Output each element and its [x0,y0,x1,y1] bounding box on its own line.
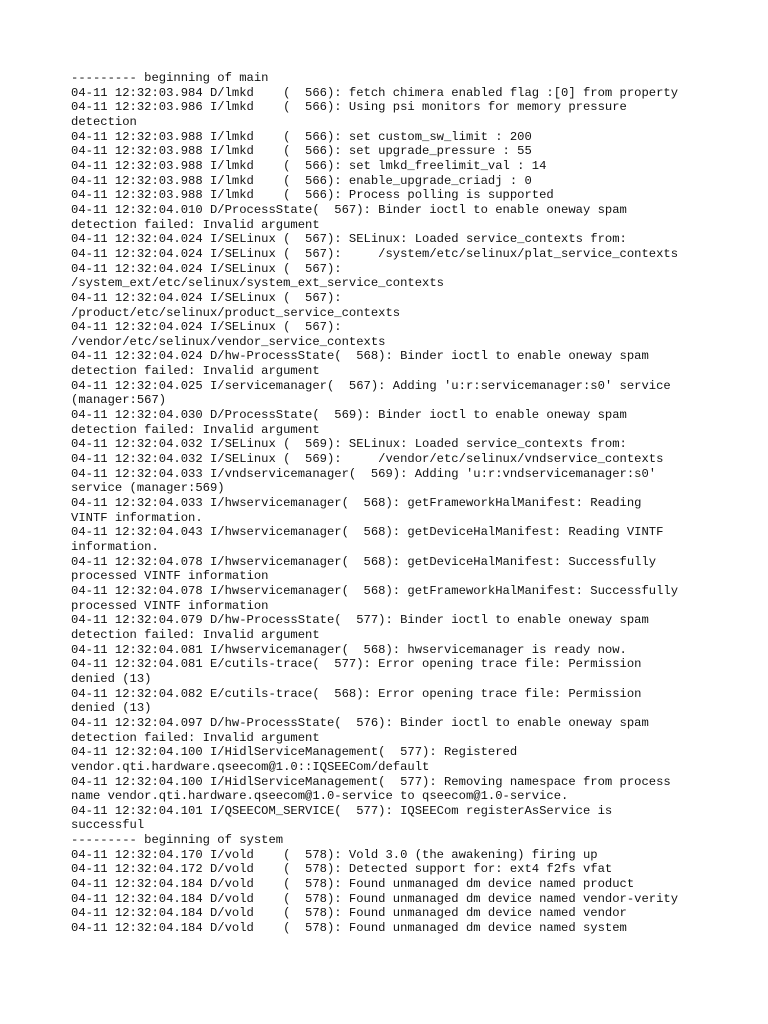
log-body [71,71,731,936]
log-line: 04-11 12:32:04.082 E/cutils-trace( 568): Error opening trace file: Permission [71,686,642,701]
log-line: 04-11 12:32:03.988 I/lmkd ( 566): Process polling is supported [71,188,554,203]
log-line: processed VINTF information [71,569,269,584]
log-line: 04-11 12:32:04.024 I/SELinux ( 567): SELinux: Loaded service_contexts from: [71,232,627,247]
log-line: 04-11 12:32:03.988 I/lmkd ( 566): set custom_sw_limit : 200 [71,129,532,144]
log-line: detection failed: Invalid argument [71,217,320,232]
log-line: denied (13) [71,671,152,686]
log-line: processed VINTF information [71,598,269,613]
log-line: /product/etc/selinux/product_service_contexts [71,305,401,320]
log-line: 04-11 12:32:04.032 I/SELinux ( 569): /vendor/etc/selinux/vndservice_contexts [71,452,664,467]
log-line: 04-11 12:32:04.024 I/SELinux ( 567): /system/etc/selinux/plat_service_contexts [71,246,679,261]
log-line: --------- beginning of main [71,71,269,85]
log-line: 04-11 12:32:04.032 I/SELinux ( 569): SELinux: Loaded service_contexts from: [71,437,627,452]
log-line: 04-11 12:32:04.078 I/hwservicemanager( 568): getDeviceHalManifest: Successfully [71,554,657,569]
log-line: 04-11 12:32:04.078 I/hwservicemanager( 568): getFrameworkHalManifest: Successfully [71,583,679,598]
log-line: name vendor.qti.hardware.qseecom@1.0-service to qseecom@1.0-service. [71,789,569,804]
log-line: 04-11 12:32:04.100 I/HidlServiceManagement( 577): Registered [71,745,518,760]
log-line: 04-11 12:32:04.100 I/HidlServiceManagement( 577): Removing namespace from process [71,774,671,789]
log-line: 04-11 12:32:04.024 I/SELinux ( 567): [71,261,342,276]
log-document [71,71,731,936]
log-line: 04-11 12:32:04.184 D/vold ( 578): Found unmanaged dm device named vendor-verity [71,891,679,906]
log-line: 04-11 12:32:04.184 D/vold ( 578): Found unmanaged dm device named vendor [71,906,627,921]
log-line: 04-11 12:32:04.184 D/vold ( 578): Found unmanaged dm device named system [71,921,627,936]
log-line: detection [71,114,137,129]
log-line: successful [71,818,145,833]
log-line: 04-11 12:32:04.172 D/vold ( 578): Detected support for: ext4 f2fs vfat [71,862,613,877]
log-line: /system_ext/etc/selinux/system_ext_service_contexts [71,276,444,291]
log-line: 04-11 12:32:04.033 I/hwservicemanager( 568): getFrameworkHalManifest: Reading [71,496,642,511]
log-line: /vendor/etc/selinux/vendor_service_contexts [71,334,386,349]
log-line: 04-11 12:32:04.097 D/hw-ProcessState( 576): Binder ioctl to enable oneway spam [71,715,649,730]
log-line: 04-11 12:32:04.010 D/ProcessState( 567): Binder ioctl to enable oneway spam [71,202,627,217]
log-line: service (manager:569) [71,481,225,496]
log-line: detection failed: Invalid argument [71,422,320,437]
log-line: detection failed: Invalid argument [71,730,320,745]
log-line: 04-11 12:32:03.986 I/lmkd ( 566): Using psi monitors for memory pressure [71,100,627,115]
log-line: 04-11 12:32:03.988 I/lmkd ( 566): set lmkd_freelimit_val : 14 [71,158,547,173]
log-line: 04-11 12:32:04.170 I/vold ( 578): Vold 3.0 (the awakening) firing up [71,847,598,862]
log-line: 04-11 12:32:04.043 I/hwservicemanager( 568): getDeviceHalManifest: Reading VINTF [71,525,664,540]
log-line: 04-11 12:32:04.184 D/vold ( 578): Found unmanaged dm device named product [71,877,635,892]
log-line: 04-11 12:32:04.081 E/cutils-trace( 577): Error opening trace file: Permission [71,657,642,672]
log-line: 04-11 12:32:04.101 I/QSEECOM_SERVICE( 577): IQSEECom registerAsService is [71,803,613,818]
log-line: 04-11 12:32:04.079 D/hw-ProcessState( 577): Binder ioctl to enable oneway spam [71,613,649,628]
log-line: 04-11 12:32:04.033 I/vndservicemanager( 569): Adding 'u:r:vndservicemanager:s0' [71,466,657,481]
log-line: --------- beginning of system [71,833,284,848]
log-line: (manager:567) [71,393,167,408]
log-line: 04-11 12:32:03.988 I/lmkd ( 566): set upgrade_pressure : 55 [71,144,532,159]
log-line: information. [71,540,159,554]
log-line: detection failed: Invalid argument [71,627,320,642]
log-line: detection failed: Invalid argument [71,364,320,379]
log-line: 04-11 12:32:04.081 I/hwservicemanager( 568): hwservicemanager is ready now. [71,642,627,657]
log-line: 04-11 12:32:04.025 I/servicemanager( 567): Adding 'u:r:servicemanager:s0' service [71,378,671,393]
log-line: vendor.qti.hardware.qseecom@1.0::IQSEECom/default [71,759,430,774]
log-line: 04-11 12:32:03.984 D/lmkd ( 566): fetch chimera enabled flag :[0] from property [71,85,679,100]
log-line: 04-11 12:32:04.024 I/SELinux ( 567): [71,320,342,335]
log-line: 04-11 12:32:03.988 I/lmkd ( 566): enable_upgrade_criadj : 0 [71,173,532,188]
log-line: denied (13) [71,701,152,716]
log-line: 04-11 12:32:04.030 D/ProcessState( 569): Binder ioctl to enable oneway spam [71,408,627,423]
log-line: 04-11 12:32:04.024 D/hw-ProcessState( 568): Binder ioctl to enable oneway spam [71,349,649,364]
log-line: 04-11 12:32:04.024 I/SELinux ( 567): [71,290,342,305]
log-line: VINTF information. [71,510,203,525]
